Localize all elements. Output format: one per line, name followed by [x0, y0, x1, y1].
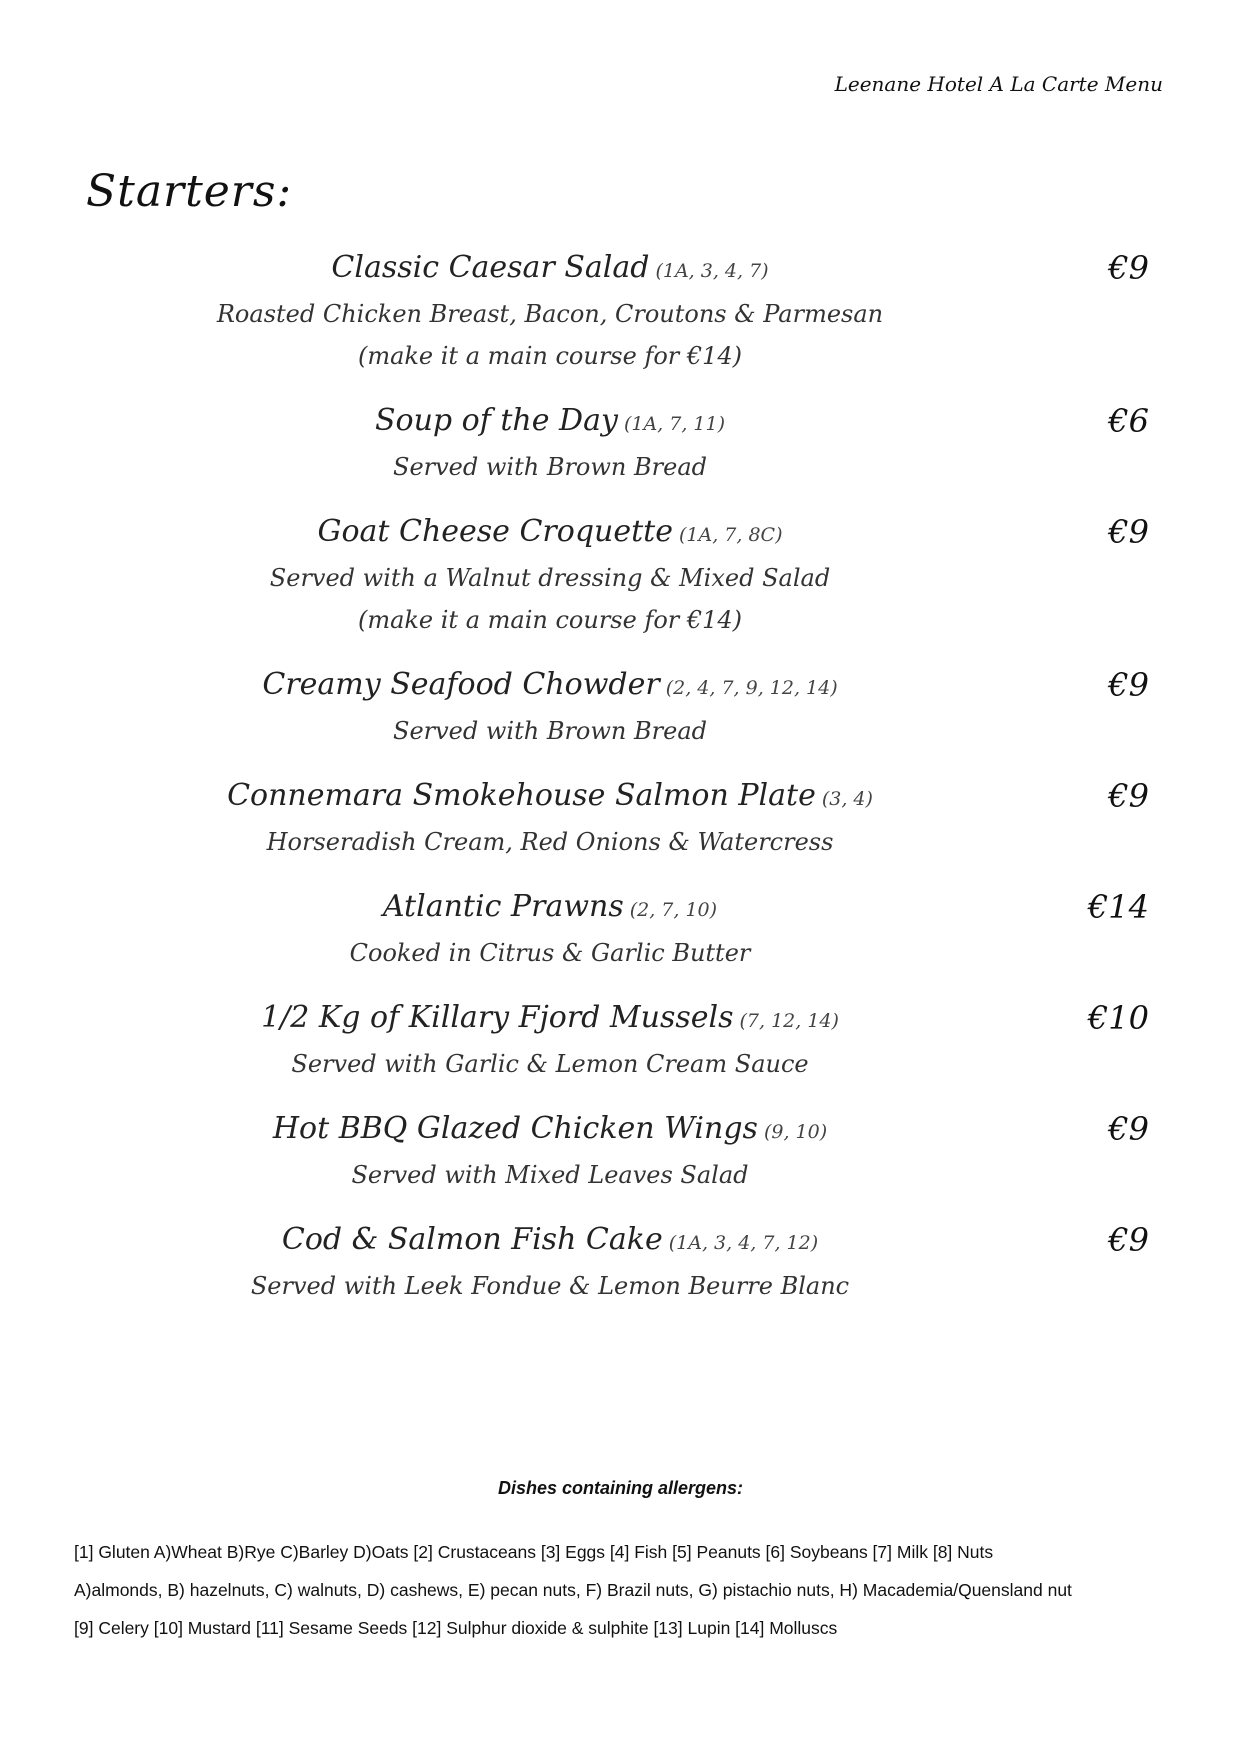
menu-item-text [150, 774, 950, 863]
menu-item-description: Served with Mixed Leaves Salad [351, 1161, 749, 1189]
menu-item-name-line [150, 399, 950, 446]
menu-item-price: €9 [1108, 777, 1149, 815]
menu-item-name: Soup of the Day [375, 403, 618, 438]
menu-item [0, 885, 1241, 974]
menu-item-price: €9 [1108, 666, 1149, 704]
menu-item [0, 246, 1241, 377]
menu-item-name: Atlantic Prawns [382, 889, 624, 924]
menu-item [0, 1107, 1241, 1196]
menu-item-price: €6 [1108, 402, 1149, 440]
menu-item-text [150, 1107, 950, 1196]
menu-item-description: (make it a main course for €14) [357, 606, 743, 634]
allergens-title: Dishes containing allergens: [497, 1478, 744, 1498]
menu-item-name: Creamy Seafood Chowder [262, 667, 660, 702]
menu-item-description: Served with a Walnut dressing & Mixed Salad [269, 564, 831, 592]
menu-item-name-line [150, 663, 950, 710]
menu-item-price: €9 [1108, 1110, 1149, 1148]
menu-item-price: €9 [1108, 513, 1149, 551]
menu-item [0, 774, 1241, 863]
menu-item-allergens: (2, 4, 7, 9, 12, 14) [665, 677, 838, 699]
menu-item-name: Cod & Salmon Fish Cake [281, 1222, 663, 1257]
menu-item-text [150, 1218, 950, 1307]
menu-item-allergens: (1A, 7, 11) [623, 413, 725, 435]
menu-item [0, 399, 1241, 488]
menu-item [0, 510, 1241, 641]
menu-item-allergens: (3, 4) [821, 788, 873, 810]
allergens-line: [1] Gluten A)Wheat B)Rye C)Barley D)Oats [2] Crustaceans [3] Eggs [4] Fish [5] Peanuts [6] Soybeans [7] Milk [8] Nuts [74, 1542, 994, 1562]
menu-item-allergens: (1A, 3, 4, 7) [655, 260, 769, 282]
menu-item-description: (make it a main course for €14) [357, 342, 743, 370]
menu-item-allergens: (1A, 7, 8C) [678, 524, 783, 546]
menu-item-name-line [150, 510, 950, 557]
menu-item-price: €14 [1087, 888, 1149, 926]
menu-item-name-line [150, 885, 950, 932]
menu-item-description: Cooked in Citrus & Garlic Butter [349, 939, 751, 967]
allergens-legend [74, 1533, 1174, 1647]
menu-item-text [150, 885, 950, 974]
menu-item-description: Served with Brown Bread [393, 717, 707, 745]
allergens-line: [9] Celery [10] Mustard [11] Sesame Seeds [12] Sulphur dioxide & sulphite [13] Lupin [14] Molluscs [74, 1618, 838, 1638]
menu-item-description: Horseradish Cream, Red Onions & Watercress [266, 828, 834, 856]
menu-item-price: €10 [1087, 999, 1149, 1037]
menu-item-text [150, 510, 950, 641]
menu-item-name: 1/2 Kg of Killary Fjord Mussels [261, 1000, 734, 1035]
allergens-line: A)almonds, B) hazelnuts, C) walnuts, D) cashews, E) pecan nuts, F) Brazil nuts, G) pistachio nuts, H) Macademia/Quensland nut [74, 1580, 1072, 1600]
menu-item-name: Classic Caesar Salad [331, 250, 650, 285]
menu-item [0, 663, 1241, 752]
menu-item-text [150, 399, 950, 488]
menu-item-name: Goat Cheese Croquette [317, 514, 673, 549]
menu-item-name-line [150, 1107, 950, 1154]
menu-item-name: Hot BBQ Glazed Chicken Wings [272, 1111, 758, 1146]
menu-item-text [150, 996, 950, 1085]
menu-item-allergens: (7, 12, 14) [739, 1010, 839, 1032]
menu-item-text [150, 663, 950, 752]
menu-item-name-line [150, 246, 950, 293]
menu-item-description: Served with Garlic & Lemon Cream Sauce [291, 1050, 809, 1078]
starters-list [0, 246, 1241, 1329]
menu-item [0, 996, 1241, 1085]
menu-item-name: Connemara Smokehouse Salmon Plate [227, 778, 816, 813]
menu-item-name-line [150, 1218, 950, 1265]
menu-item [0, 1218, 1241, 1307]
menu-item-price: €9 [1108, 249, 1149, 287]
menu-item-allergens: (1A, 3, 4, 7, 12) [668, 1232, 819, 1254]
menu-item-text [150, 246, 950, 377]
menu-item-allergens: (9, 10) [763, 1121, 828, 1143]
menu-item-allergens: (2, 7, 10) [629, 899, 718, 921]
menu-header-title: Leenane Hotel A La Carte Menu [834, 72, 1163, 96]
menu-item-description: Served with Leek Fondue & Lemon Beurre Blanc [250, 1272, 850, 1300]
menu-item-name-line [150, 996, 950, 1043]
menu-item-price: €9 [1108, 1221, 1149, 1259]
section-title-starters: Starters: [86, 166, 293, 217]
menu-item-description: Roasted Chicken Breast, Bacon, Croutons & Parmesan [216, 300, 884, 328]
menu-item-description: Served with Brown Bread [393, 453, 707, 481]
menu-item-name-line [150, 774, 950, 821]
